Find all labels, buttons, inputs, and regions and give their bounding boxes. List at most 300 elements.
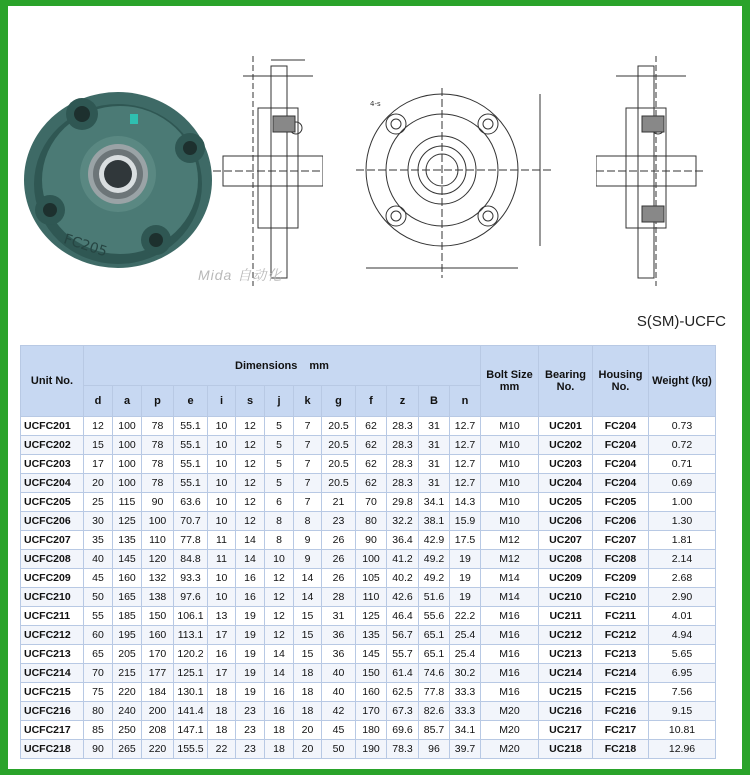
table-cell: 32.2 [387,512,419,531]
unit-no-cell: UCFC206 [21,512,84,531]
bearing-no-cell: UC207 [539,531,593,550]
col-header-weight: Weight (kg) [649,346,716,417]
table-cell: 170 [142,645,174,664]
table-cell: 4.01 [649,607,716,626]
housing-no-cell: FC213 [593,645,649,664]
table-cell: 12 [265,607,294,626]
table-cell: 105 [356,569,387,588]
unit-no-cell: UCFC218 [21,740,84,759]
table-cell: 40 [84,550,113,569]
unit-no-cell: UCFC216 [21,702,84,721]
table-cell: 70 [84,664,113,683]
table-cell: 12 [236,474,265,493]
bearing-no-cell: UC204 [539,474,593,493]
housing-no-cell: FC214 [593,664,649,683]
table-cell: M16 [481,645,539,664]
unit-no-cell: UCFC212 [21,626,84,645]
table-cell: 14 [265,664,294,683]
page-frame [8,6,742,769]
table-cell: 17 [208,664,236,683]
table-cell: 5 [265,474,294,493]
housing-no-cell: FC204 [593,474,649,493]
table-row [21,645,716,664]
table-cell: 12 [265,569,294,588]
bearing-no-cell: UC212 [539,626,593,645]
table-cell: 62 [356,474,387,493]
bearing-no-cell: UC216 [539,702,593,721]
table-cell: 7.56 [649,683,716,702]
spec-table [20,345,716,759]
table-cell: 18 [294,702,322,721]
table-cell: 14 [294,569,322,588]
table-cell: 165 [113,588,142,607]
table-cell: 195 [113,626,142,645]
bearing-no-cell: UC203 [539,455,593,474]
table-cell: M14 [481,569,539,588]
table-cell: 65.1 [419,626,450,645]
table-cell: 36 [322,645,356,664]
table-cell: 40.2 [387,569,419,588]
table-cell: 215 [113,664,142,683]
table-cell: M10 [481,493,539,512]
table-cell: 19 [236,626,265,645]
table-cell: 31 [419,474,450,493]
table-cell: 26 [322,531,356,550]
table-cell: 46.4 [387,607,419,626]
table-cell: 55.1 [174,417,208,436]
table-cell: 120.2 [174,645,208,664]
table-row [21,512,716,531]
table-cell: 12.7 [450,436,481,455]
table-cell: 55.7 [387,645,419,664]
table-cell: 110 [142,531,174,550]
dim-header-12: n [450,386,481,417]
bearing-no-cell: UC202 [539,436,593,455]
table-cell: 65.1 [419,645,450,664]
table-cell: 90 [142,493,174,512]
col-header-bearing: Bearing No. [539,346,593,417]
table-cell: 25.4 [450,645,481,664]
table-cell: 97.6 [174,588,208,607]
table-cell: 23 [236,702,265,721]
bearing-no-cell: UC210 [539,588,593,607]
dim-header-5: s [236,386,265,417]
side-section-drawing [213,56,323,296]
housing-no-cell: FC211 [593,607,649,626]
table-cell: 62 [356,436,387,455]
housing-no-cell: FC210 [593,588,649,607]
table-cell: 42 [322,702,356,721]
table-cell: 55.1 [174,436,208,455]
table-cell: 0.71 [649,455,716,474]
table-cell: 77.8 [174,531,208,550]
table-cell: 28 [322,588,356,607]
table-cell: 18 [208,721,236,740]
table-cell: 51.6 [419,588,450,607]
table-cell: 205 [113,645,142,664]
table-cell: 190 [356,740,387,759]
table-cell: 15 [294,626,322,645]
dim-header-3: e [174,386,208,417]
table-cell: 7 [294,436,322,455]
table-cell: 23 [322,512,356,531]
table-cell: 1.30 [649,512,716,531]
table-cell: 12 [265,626,294,645]
table-cell: 14 [294,588,322,607]
unit-no-cell: UCFC203 [21,455,84,474]
unit-no-cell: UCFC217 [21,721,84,740]
series-label: S(SM)-UCFC [636,313,726,330]
table-cell: 38.1 [419,512,450,531]
table-row [21,626,716,645]
table-cell: 106.1 [174,607,208,626]
table-cell: M16 [481,607,539,626]
table-cell: 19 [236,664,265,683]
table-cell: M10 [481,436,539,455]
table-cell: 62.5 [387,683,419,702]
unit-no-cell: UCFC215 [21,683,84,702]
table-cell: 160 [142,626,174,645]
table-cell: 10 [208,588,236,607]
bearing-no-cell: UC215 [539,683,593,702]
table-cell: 9.15 [649,702,716,721]
table-cell: 18 [265,721,294,740]
table-cell: 80 [84,702,113,721]
table-cell: 19 [236,607,265,626]
table-row [21,683,716,702]
table-cell: 8 [265,512,294,531]
table-cell: 12 [236,417,265,436]
table-cell: 14 [236,550,265,569]
table-cell: 18 [208,683,236,702]
table-cell: M14 [481,588,539,607]
table-cell: 15 [294,607,322,626]
table-cell: 31 [322,607,356,626]
table-cell: 14 [236,531,265,550]
table-cell: 265 [113,740,142,759]
table-cell: 170 [356,702,387,721]
table-cell: 42.6 [387,588,419,607]
table-cell: 16 [265,702,294,721]
table-cell: 7 [294,417,322,436]
unit-no-cell: UCFC207 [21,531,84,550]
dim-header-2: p [142,386,174,417]
table-row [21,455,716,474]
table-cell: 55.1 [174,455,208,474]
table-cell: 8 [294,512,322,531]
table-cell: 135 [113,531,142,550]
table-cell: 35 [84,531,113,550]
table-cell: 21 [322,493,356,512]
table-cell: 26 [322,550,356,569]
housing-no-cell: FC205 [593,493,649,512]
table-cell: 147.1 [174,721,208,740]
table-cell: 6 [265,493,294,512]
table-cell: 85 [84,721,113,740]
table-cell: 113.1 [174,626,208,645]
table-cell: 96 [419,740,450,759]
table-row [21,740,716,759]
table-cell: 110 [356,588,387,607]
spec-table-body [21,417,716,759]
table-cell: 100 [113,474,142,493]
unit-no-cell: UCFC202 [21,436,84,455]
dim-header-4: i [208,386,236,417]
table-cell: 12 [236,436,265,455]
table-cell: 14 [265,645,294,664]
table-cell: M10 [481,474,539,493]
table-cell: 84.8 [174,550,208,569]
table-cell: 39.7 [450,740,481,759]
table-cell: 5 [265,455,294,474]
table-cell: 20 [294,721,322,740]
dim-header-0: d [84,386,113,417]
table-cell: 63.6 [174,493,208,512]
table-cell: 10 [208,493,236,512]
bearing-no-cell: UC218 [539,740,593,759]
table-cell: M10 [481,417,539,436]
table-cell: 100 [142,512,174,531]
table-cell: 15.9 [450,512,481,531]
unit-no-cell: UCFC209 [21,569,84,588]
table-cell: 10 [265,550,294,569]
table-cell: M10 [481,512,539,531]
table-cell: 23 [236,740,265,759]
table-cell: 125.1 [174,664,208,683]
table-cell: 132 [142,569,174,588]
bearing-unit-photo [20,90,220,340]
table-cell: 70 [356,493,387,512]
housing-no-cell: FC204 [593,455,649,474]
table-row [21,550,716,569]
col-header-dimensions: Dimensions mm [84,346,481,386]
table-cell: 34.1 [419,493,450,512]
table-cell: 12.7 [450,455,481,474]
table-cell: 10 [208,455,236,474]
unit-no-cell: UCFC214 [21,664,84,683]
table-cell: 7 [294,455,322,474]
table-cell: 61.4 [387,664,419,683]
table-cell: 12.96 [649,740,716,759]
table-cell: 60 [84,626,113,645]
unit-no-cell: UCFC210 [21,588,84,607]
table-cell: 34.1 [450,721,481,740]
bearing-no-cell: UC209 [539,569,593,588]
table-cell: 12 [84,417,113,436]
table-cell: 78 [142,474,174,493]
col-header-bolt: Bolt Size mm [481,346,539,417]
table-cell: 20.5 [322,455,356,474]
table-cell: 49.2 [419,569,450,588]
table-cell: 150 [142,607,174,626]
table-row [21,417,716,436]
hole-callout: 4-s [370,100,381,108]
col-header-unit: Unit No. [21,346,84,417]
front-view-drawing [356,88,556,308]
table-cell: 23 [236,721,265,740]
table-cell: 10 [208,436,236,455]
bearing-no-cell: UC205 [539,493,593,512]
table-cell: 28.3 [387,417,419,436]
housing-no-cell: FC216 [593,702,649,721]
bearing-no-cell: UC213 [539,645,593,664]
table-cell: 18 [208,702,236,721]
housing-no-cell: FC208 [593,550,649,569]
table-cell: 208 [142,721,174,740]
table-cell: 145 [356,645,387,664]
table-cell: 177 [142,664,174,683]
table-cell: 0.72 [649,436,716,455]
unit-no-cell: UCFC211 [21,607,84,626]
table-cell: 33.3 [450,702,481,721]
table-cell: M10 [481,455,539,474]
housing-no-cell: FC215 [593,683,649,702]
table-cell: 2.90 [649,588,716,607]
table-cell: 14.3 [450,493,481,512]
table-cell: 22 [208,740,236,759]
bearing-no-cell: UC208 [539,550,593,569]
table-cell: 100 [356,550,387,569]
table-cell: 80 [356,512,387,531]
table-row [21,436,716,455]
table-cell: 40 [322,664,356,683]
table-cell: 10 [208,512,236,531]
table-cell: 77.8 [419,683,450,702]
table-cell: 12.7 [450,417,481,436]
table-cell: 130.1 [174,683,208,702]
housing-no-cell: FC207 [593,531,649,550]
table-cell: 40 [322,683,356,702]
table-cell: 90 [84,740,113,759]
table-cell: 50 [84,588,113,607]
housing-no-cell: FC212 [593,626,649,645]
housing-no-cell: FC218 [593,740,649,759]
unit-no-cell: UCFC213 [21,645,84,664]
table-cell: 200 [142,702,174,721]
table-cell: 28.3 [387,474,419,493]
table-cell: 19 [236,683,265,702]
table-cell: 150 [356,664,387,683]
casting-mark: FC205 [61,231,110,261]
table-cell: 49.2 [419,550,450,569]
table-cell: 220 [113,683,142,702]
table-cell: 20 [84,474,113,493]
table-cell: 20.5 [322,474,356,493]
table-cell: 55 [84,607,113,626]
table-cell: 65 [84,645,113,664]
table-cell: 160 [113,569,142,588]
table-row [21,493,716,512]
table-cell: 11 [208,550,236,569]
table-cell: 78 [142,455,174,474]
table-cell: 240 [113,702,142,721]
housing-no-cell: FC206 [593,512,649,531]
table-cell: 19 [450,550,481,569]
table-cell: 25 [84,493,113,512]
table-cell: 250 [113,721,142,740]
table-cell: 17 [84,455,113,474]
table-row [21,702,716,721]
housing-no-cell: FC209 [593,569,649,588]
bearing-no-cell: UC206 [539,512,593,531]
table-cell: 180 [356,721,387,740]
table-cell: 19 [236,645,265,664]
table-cell: 67.3 [387,702,419,721]
table-cell: 30 [84,512,113,531]
table-cell: 160 [356,683,387,702]
table-cell: 78 [142,436,174,455]
table-cell: 16 [236,569,265,588]
table-cell: 16 [208,645,236,664]
table-cell: 9 [294,550,322,569]
table-row [21,531,716,550]
table-cell: 138 [142,588,174,607]
dim-header-6: j [265,386,294,417]
table-cell: 22.2 [450,607,481,626]
table-cell: 12 [265,588,294,607]
table-cell: 115 [113,493,142,512]
table-cell: 12 [236,493,265,512]
table-cell: 141.4 [174,702,208,721]
dim-header-11: B [419,386,450,417]
table-cell: 15 [84,436,113,455]
dim-header-7: k [294,386,322,417]
table-cell: 12.7 [450,474,481,493]
table-cell: 36.4 [387,531,419,550]
table-cell: 30.2 [450,664,481,683]
table-cell: 5 [265,436,294,455]
table-cell: 5.65 [649,645,716,664]
table-cell: 45 [322,721,356,740]
table-cell: 17 [208,626,236,645]
table-cell: 55.6 [419,607,450,626]
table-cell: 62 [356,455,387,474]
table-cell: 10 [208,417,236,436]
table-cell: 10.81 [649,721,716,740]
table-cell: 70.7 [174,512,208,531]
table-cell: 135 [356,626,387,645]
table-cell: 28.3 [387,455,419,474]
housing-no-cell: FC204 [593,436,649,455]
table-row [21,569,716,588]
table-cell: 19 [450,569,481,588]
table-cell: 78.3 [387,740,419,759]
bearing-no-cell: UC217 [539,721,593,740]
table-cell: 20.5 [322,436,356,455]
bearing-no-cell: UC201 [539,417,593,436]
bearing-no-cell: UC214 [539,664,593,683]
table-cell: 31 [419,455,450,474]
side-section-drawing-2 [596,56,706,296]
table-cell: 125 [356,607,387,626]
table-cell: 55.1 [174,474,208,493]
table-row [21,721,716,740]
table-cell: 145 [113,550,142,569]
table-cell: 13 [208,607,236,626]
table-cell: 9 [294,531,322,550]
product-illustration-area [8,6,742,346]
table-cell: 0.69 [649,474,716,493]
table-cell: M16 [481,683,539,702]
table-cell: M12 [481,550,539,569]
dim-header-1: a [113,386,142,417]
table-cell: 20 [294,740,322,759]
table-cell: 15 [294,645,322,664]
table-cell: 93.3 [174,569,208,588]
table-cell: 82.6 [419,702,450,721]
table-cell: 16 [265,683,294,702]
unit-no-cell: UCFC208 [21,550,84,569]
